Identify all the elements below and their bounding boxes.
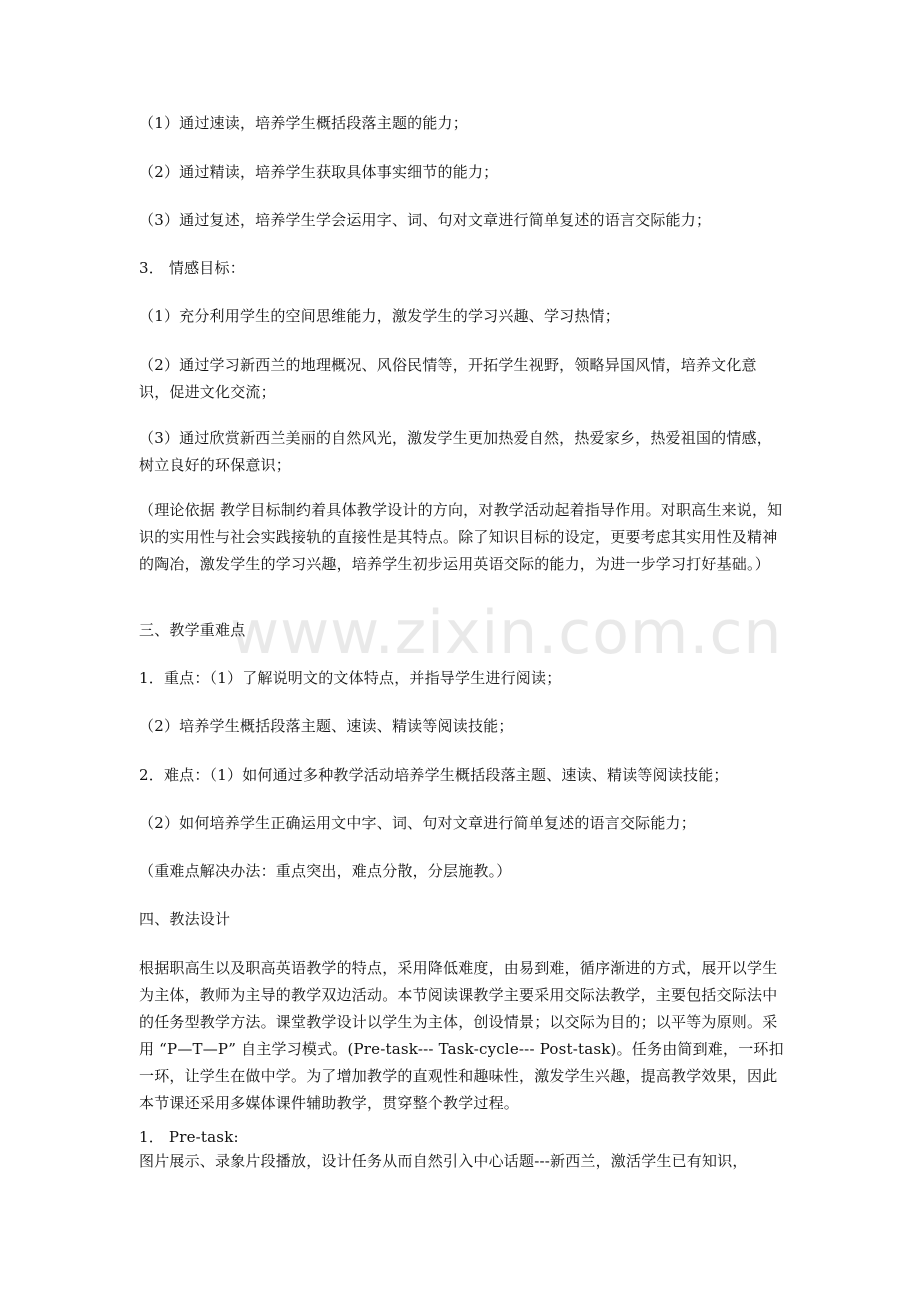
paragraph-theory-basis: （理论依据 教学目标制约着具体教学设计的方向，对教学活动起着指导作用。对职高生来说，知识的实用性与社会实践接轨的直接性是其特点。除了知识目标的设定，更要考虑其实用性及精神的陶冶，激发学生的学习兴趣，培养学生初步运用英语交际的能力，为进一步学习打好基础。） (139, 501, 783, 573)
paragraph-difficulty-1: 2．难点：（1）如何通过多种教学活动培养学生概括段落主题、速读、精读等阅读技能； (139, 766, 729, 784)
section-heading-teaching-method: 四、教法设计 (139, 910, 231, 928)
section-heading-key-points: 三、教学重难点 (139, 621, 246, 639)
paragraph-3: （3）通过复述，培养学生学会运用字、词、句对文章进行简单复述的语言交际能力； (139, 211, 712, 229)
subheading-pre-task: 1． Pre-task: (139, 1128, 239, 1146)
paragraph-6: （3）通过欣赏新西兰美丽的自然风光，激发学生更加热爱自然，热爱家乡，热爱祖国的情感，树立良好的环保意识； (139, 429, 772, 474)
paragraph-1: （1）通过速读，培养学生概括段落主题的能力； (139, 114, 468, 132)
paragraph-key-point-2: （2）培养学生概括段落主题、速读、精读等阅读技能； (139, 717, 514, 735)
paragraph-5: （2）通过学习新西兰的地理概况、风俗民情等，开拓学生视野，领略异国风情，培养文化意识，促进文化交流； (139, 356, 757, 401)
watermark: www.zixin.com.cn (230, 598, 783, 668)
paragraph-4: （1）充分利用学生的空间思维能力，激发学生的学习兴趣、学习热情； (139, 307, 620, 325)
paragraph-solution: （重难点解决办法：重点突出，难点分散，分层施教。） (139, 862, 512, 880)
paragraph-pre-task: 图片展示、录象片段播放，设计任务从而自然引入中心话题---新西兰，激活学生已有知识， (139, 1152, 748, 1170)
paragraph-difficulty-2: （2）如何培养学生正确运用文中字、词、句对文章进行简单复述的语言交际能力； (139, 814, 696, 832)
paragraph-2: （2）通过精读，培养学生获取具体事实细节的能力； (139, 163, 499, 181)
section-heading-affective-goals: 3． 情感目标： (139, 259, 245, 277)
paragraph-teaching-method: 根据职高生以及职高英语教学的特点，采用降低难度，由易到难，循序渐进的方式，展开以学生为主体，教师为主导的教学双边活动。本节阅读课教学主要采用交际法教学，主要包括交际法中的任务型教学方法。课堂教学设计以学生为主体，创设情景；以交际为目的；以平等为原则。采用 “P—T—P” 自主学习模式。(Pre-task--- Task-cycle--- Post-task)。任务由简到难，一环扣一环，让学生在做中学。为了增加教学的直观性和趣味性，激发学生兴趣，提高教学效果，因此本节课还采用多媒体课件辅助教学，贯穿整个教学过程。 (139, 959, 784, 1112)
paragraph-key-point-1: 1．重点：（1）了解说明文的文体特点，并指导学生进行阅读； (139, 669, 562, 687)
